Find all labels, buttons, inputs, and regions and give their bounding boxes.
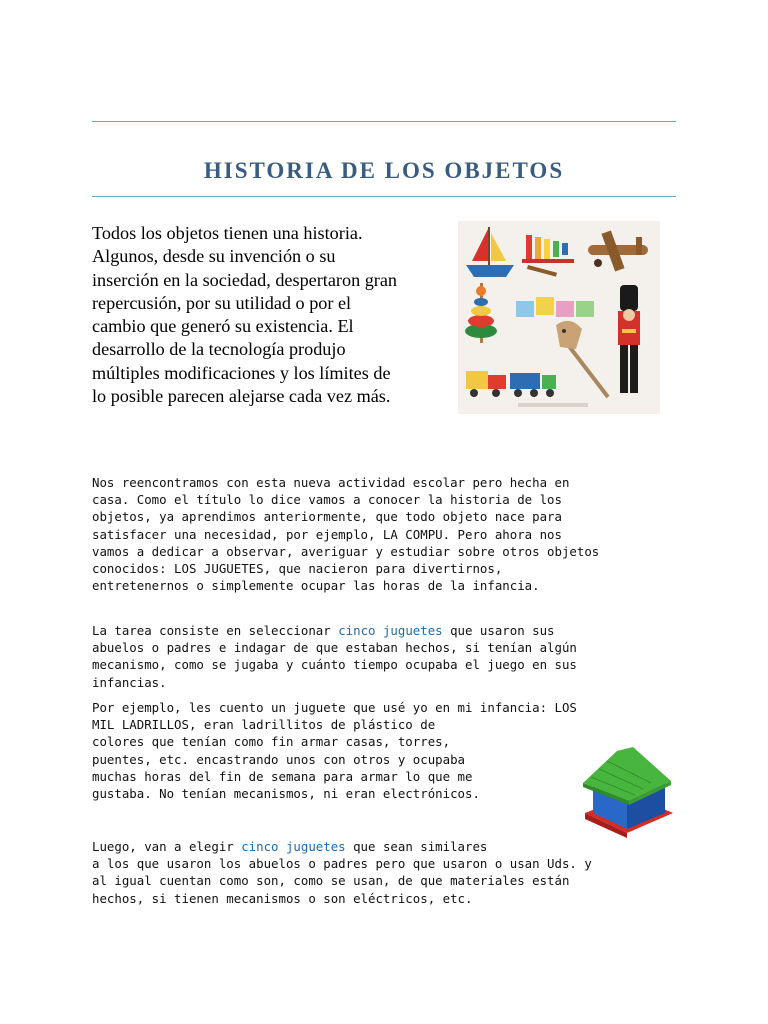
top-rule (92, 121, 676, 122)
xylophone-icon (522, 235, 574, 277)
toys-illustration (458, 221, 660, 414)
paragraph-task (92, 622, 577, 691)
sailboat-icon (466, 227, 514, 277)
intro-line: Algunos, desde su invención o su (92, 246, 336, 267)
paragraph-next-task (92, 838, 592, 907)
letter-blocks-icon (516, 297, 594, 317)
title-underline (92, 196, 676, 197)
airplane-icon (588, 230, 648, 271)
text-line: MIL LADRILLOS, eran ladrillitos de plástico de (92, 717, 436, 733)
paragraph-example (92, 699, 577, 802)
intro-line: múltiples modificaciones y los límites de (92, 362, 391, 383)
text-run: que sean similares (345, 839, 488, 854)
intro-line: cambio que generó su existencia. El (92, 316, 354, 337)
text-line: mecanismo, como se jugaba y cuánto tiempo ocupaba el juego en sus (92, 657, 577, 673)
text-line (92, 838, 592, 855)
text-line: muchas horas del fin de semana para armar lo que me (92, 768, 473, 784)
text-line: puentes, etc. encastrando unos con otros y ocupaba (92, 751, 465, 767)
highlight-text: cinco juguetes (241, 839, 346, 854)
text-line: a los que usaron los abuelos o padres pero que usaron o usan Uds. y (92, 856, 592, 872)
text-run: La tarea consiste en seleccionar (92, 623, 339, 638)
text-line: al igual cuentan como son, como se usan, de que materiales están (92, 873, 570, 889)
text-line: satisfacer una necesidad, por ejemplo, LA COMPU. Pero ahora nos (92, 526, 562, 542)
text-line: conocidos: LOS JUGUETES, que nacieron para divertirnos, (92, 561, 503, 577)
text-line: objetos, ya aprendimos anteriormente, que todo objeto nace para (92, 509, 562, 525)
text-line: casa. Como el título lo dice vamos a conocer la historia de los (92, 492, 562, 508)
text-run: que usaron sus (442, 623, 555, 638)
text-line: Nos reencontramos con esta nueva actividad escolar pero hecha en (92, 475, 570, 490)
intro-line: Todos los objetos tienen una historia. (92, 223, 363, 243)
text-run: Luego, van a elegir (92, 839, 242, 854)
text-line: vamos a dedicar a observar, averiguar y estudiar sobre otros objetos (92, 543, 600, 559)
text-line: entretenernos o simplemente ocupar las horas de la infancia. (92, 578, 540, 594)
intro-line: lo posible parecen alejarse cada vez más. (92, 386, 391, 407)
text-line: hechos, si tienen mecanismos o son eléctricos, etc. (92, 890, 473, 906)
intro-line: inserción en la sociedad, despertaron gran (92, 269, 398, 290)
page-title: HISTORIA DE LOS OBJETOS (203, 158, 565, 183)
text-line: gustaba. No tenían mecanismos, ni eran electrónicos. (92, 786, 480, 802)
intro-line: repercusión, por su utilidad o por el (92, 292, 352, 313)
highlight-text: cinco juguetes (338, 623, 443, 638)
paragraph-intro-activity (92, 474, 599, 594)
intro-line: desarrollo de la tecnología produjo (92, 339, 346, 360)
text-line: Por ejemplo, les cuento un juguete que usé yo en mi infancia: LOS (92, 700, 577, 715)
text-line: infancias. (92, 674, 167, 690)
text-line (92, 622, 577, 639)
toy-block-house (577, 743, 677, 838)
intro-paragraph (92, 222, 444, 408)
text-line: abuelos o padres e indagar de que estaban hechos, si tenían algún (92, 640, 577, 656)
text-line: colores que tenían como fin armar casas, torres, (92, 734, 451, 750)
hobby-horse-icon (556, 321, 608, 397)
stacking-rings-icon (465, 283, 497, 343)
toy-soldier-icon (618, 285, 640, 393)
toy-train-icon (466, 371, 556, 397)
